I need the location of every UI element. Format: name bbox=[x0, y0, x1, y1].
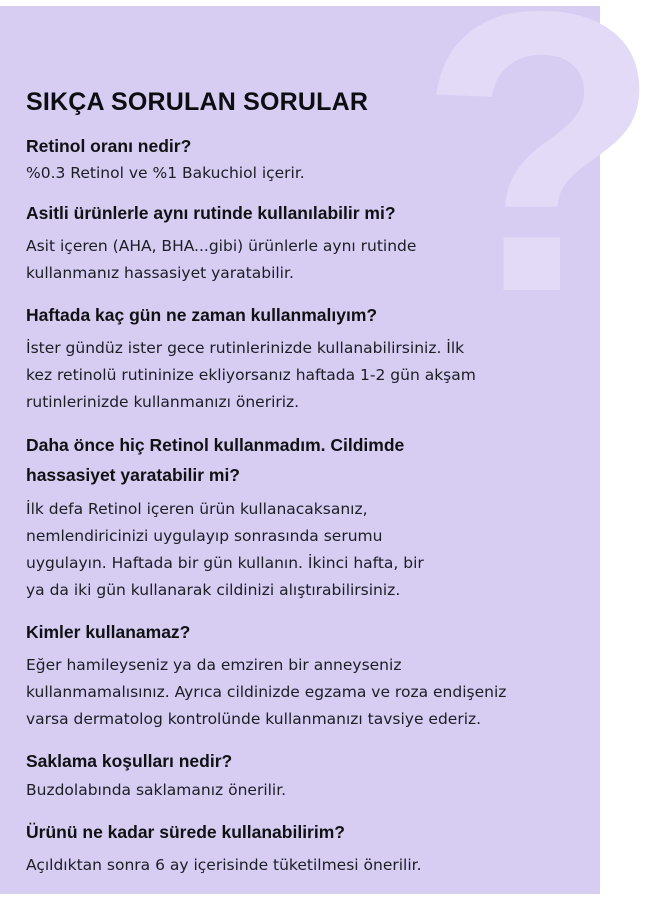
faq-item-retinol-ratio bbox=[26, 132, 586, 187]
faq-item-who-cannot bbox=[26, 618, 586, 733]
faq-question: Saklama koşulları nedir? bbox=[26, 751, 233, 771]
page-title: SIKÇA SORULAN SORULAR bbox=[26, 88, 369, 116]
faq-item-storage bbox=[26, 747, 586, 804]
faq-question: Asitli ürünlerle aynı rutinde kullanılabilir mi? bbox=[26, 203, 396, 223]
faq-answer: Eğer hamileyseniz ya da emziren bir anneyseniz kullanmamalısınız. Ayrıca cildinizde egzama ve roza endişeniz varsa dermatolog kontrolünde kullanmanızı tavsiye ederiz. bbox=[26, 656, 507, 728]
question-mark-icon: ? bbox=[418, 0, 662, 375]
faq-answer: %0.3 Retinol ve %1 Bakuchiol içerir. bbox=[26, 164, 305, 182]
faq-answer: Asit içeren (AHA, BHA...gibi) ürünlerle aynı rutinde kullanmanız hassasiyet yaratabilir. bbox=[26, 237, 417, 282]
faq-answer: Açıldıktan sonra 6 ay içerisinde tüketilmesi önerilir. bbox=[26, 856, 422, 874]
faq-answer: İster gündüz ister gece rutinlerinizde kullanabilirsiniz. İlk kez retinolü rutininize ekliyorsanız haftada 1-2 gün akşam rutinlerinizde kullanmanızı öneririz. bbox=[26, 339, 476, 411]
faq-item-usage-period bbox=[26, 818, 586, 879]
faq-answer: İlk defa Retinol içeren ürün kullanacaksanız, nemlendiricinizi uygulayıp sonrasında serumu uygulayın. Haftada bir gün kullanın. İkinci hafta, bir ya da iki gün kullanarak cildinizi alıştırabilirsiniz. bbox=[26, 500, 424, 599]
faq-question: Ürünü ne kadar sürede kullanabilirim? bbox=[26, 822, 345, 842]
faq-answer: Buzdolabında saklamanız önerilir. bbox=[26, 781, 287, 799]
faq-question: Kimler kullanamaz? bbox=[26, 622, 191, 642]
faq-item-frequency bbox=[26, 301, 586, 416]
faq-item-first-time bbox=[26, 430, 586, 604]
faq-item-acids bbox=[26, 199, 586, 287]
faq-content bbox=[26, 84, 586, 893]
faq-question: Daha önce hiç Retinol kullanmadım. Cildimde hassasiyet yaratabilir mi? bbox=[26, 435, 405, 485]
faq-question: Haftada kaç gün ne zaman kullanmalıyım? bbox=[26, 305, 378, 325]
faq-question: Retinol oranı nedir? bbox=[26, 136, 192, 156]
